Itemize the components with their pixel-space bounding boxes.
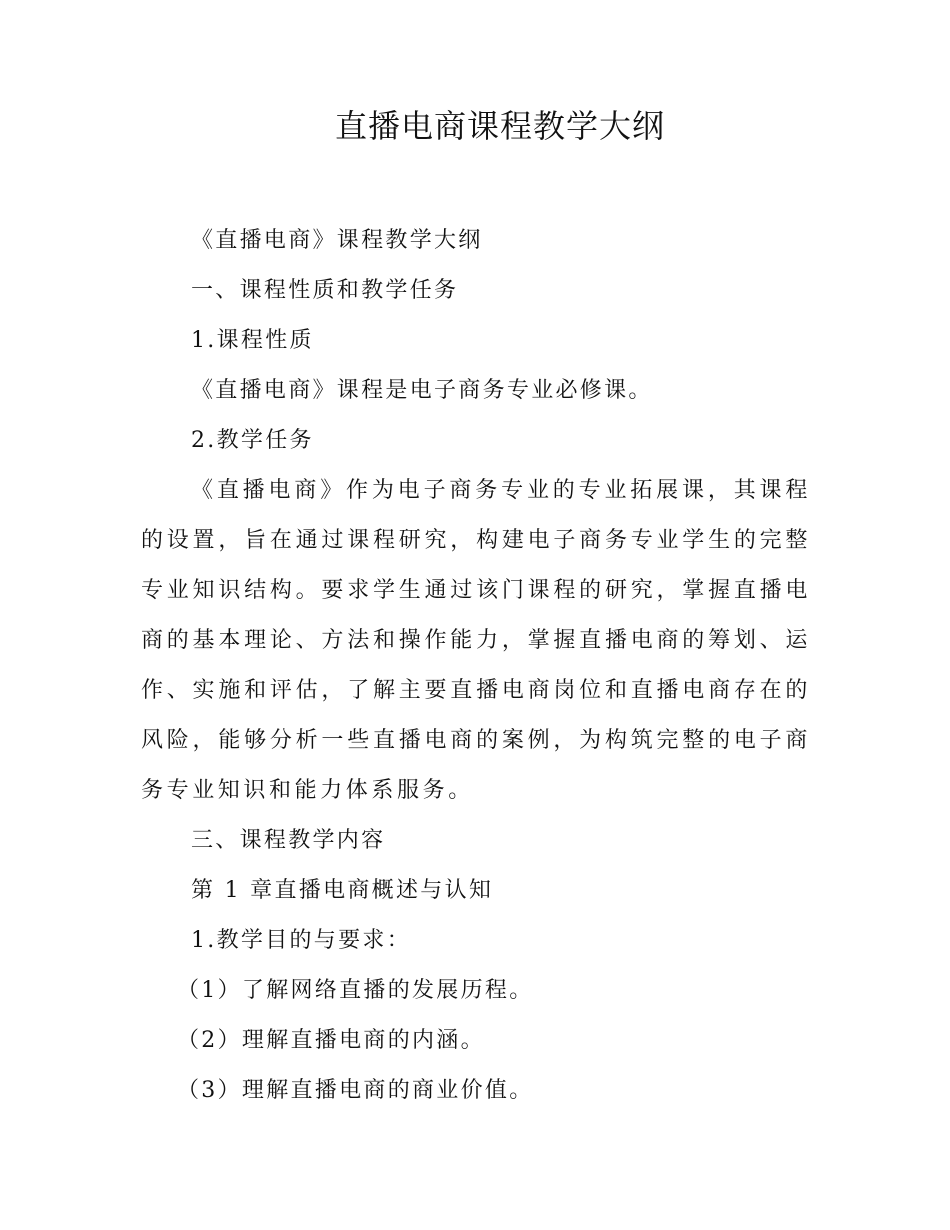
chapter-heading: 第 1 章直播电商概述与认知 (191, 878, 494, 903)
list-item: （1）了解网络直播的发展历程。 (177, 978, 534, 1003)
paragraph-teaching-task: 《直播电商》作为电子商务专业的专业拓展课，其课程的设置，旨在通过课程研究，构建电子商务专业学生的完整专业知识结构。要求学生通过该门课程的研究，掌握直播电商的基本理论、方法和操作能力，掌握直播电商的筹划、运作、实施和评估，了解主要直播电商岗位和直播电商存在的风险，能够分析一些直播电商的案例，为构筑完整的电子商务专业知识和能力体系服务。 (141, 478, 811, 803)
document-body (141, 216, 811, 1116)
section-heading-course-content: 三、课程教学内容 (191, 828, 386, 853)
subheading-course-nature: 1.课程性质 (191, 328, 314, 353)
subheading-objectives: 1.教学目的与要求： (191, 928, 411, 953)
list-item: （2）理解直播电商的内涵。 (177, 1028, 485, 1053)
subheading-teaching-task: 2.教学任务 (191, 428, 314, 453)
section-heading-course-nature: 一、课程性质和教学任务 (191, 278, 459, 303)
syllabus-heading: 《直播电商》课程教学大纲 (191, 228, 483, 253)
paragraph-course-nature: 《直播电商》课程是电子商务专业必修课。 (191, 378, 653, 403)
document-title: 直播电商课程教学大纲 (334, 107, 665, 145)
list-item: （3）理解直播电商的商业价值。 (177, 1078, 534, 1103)
